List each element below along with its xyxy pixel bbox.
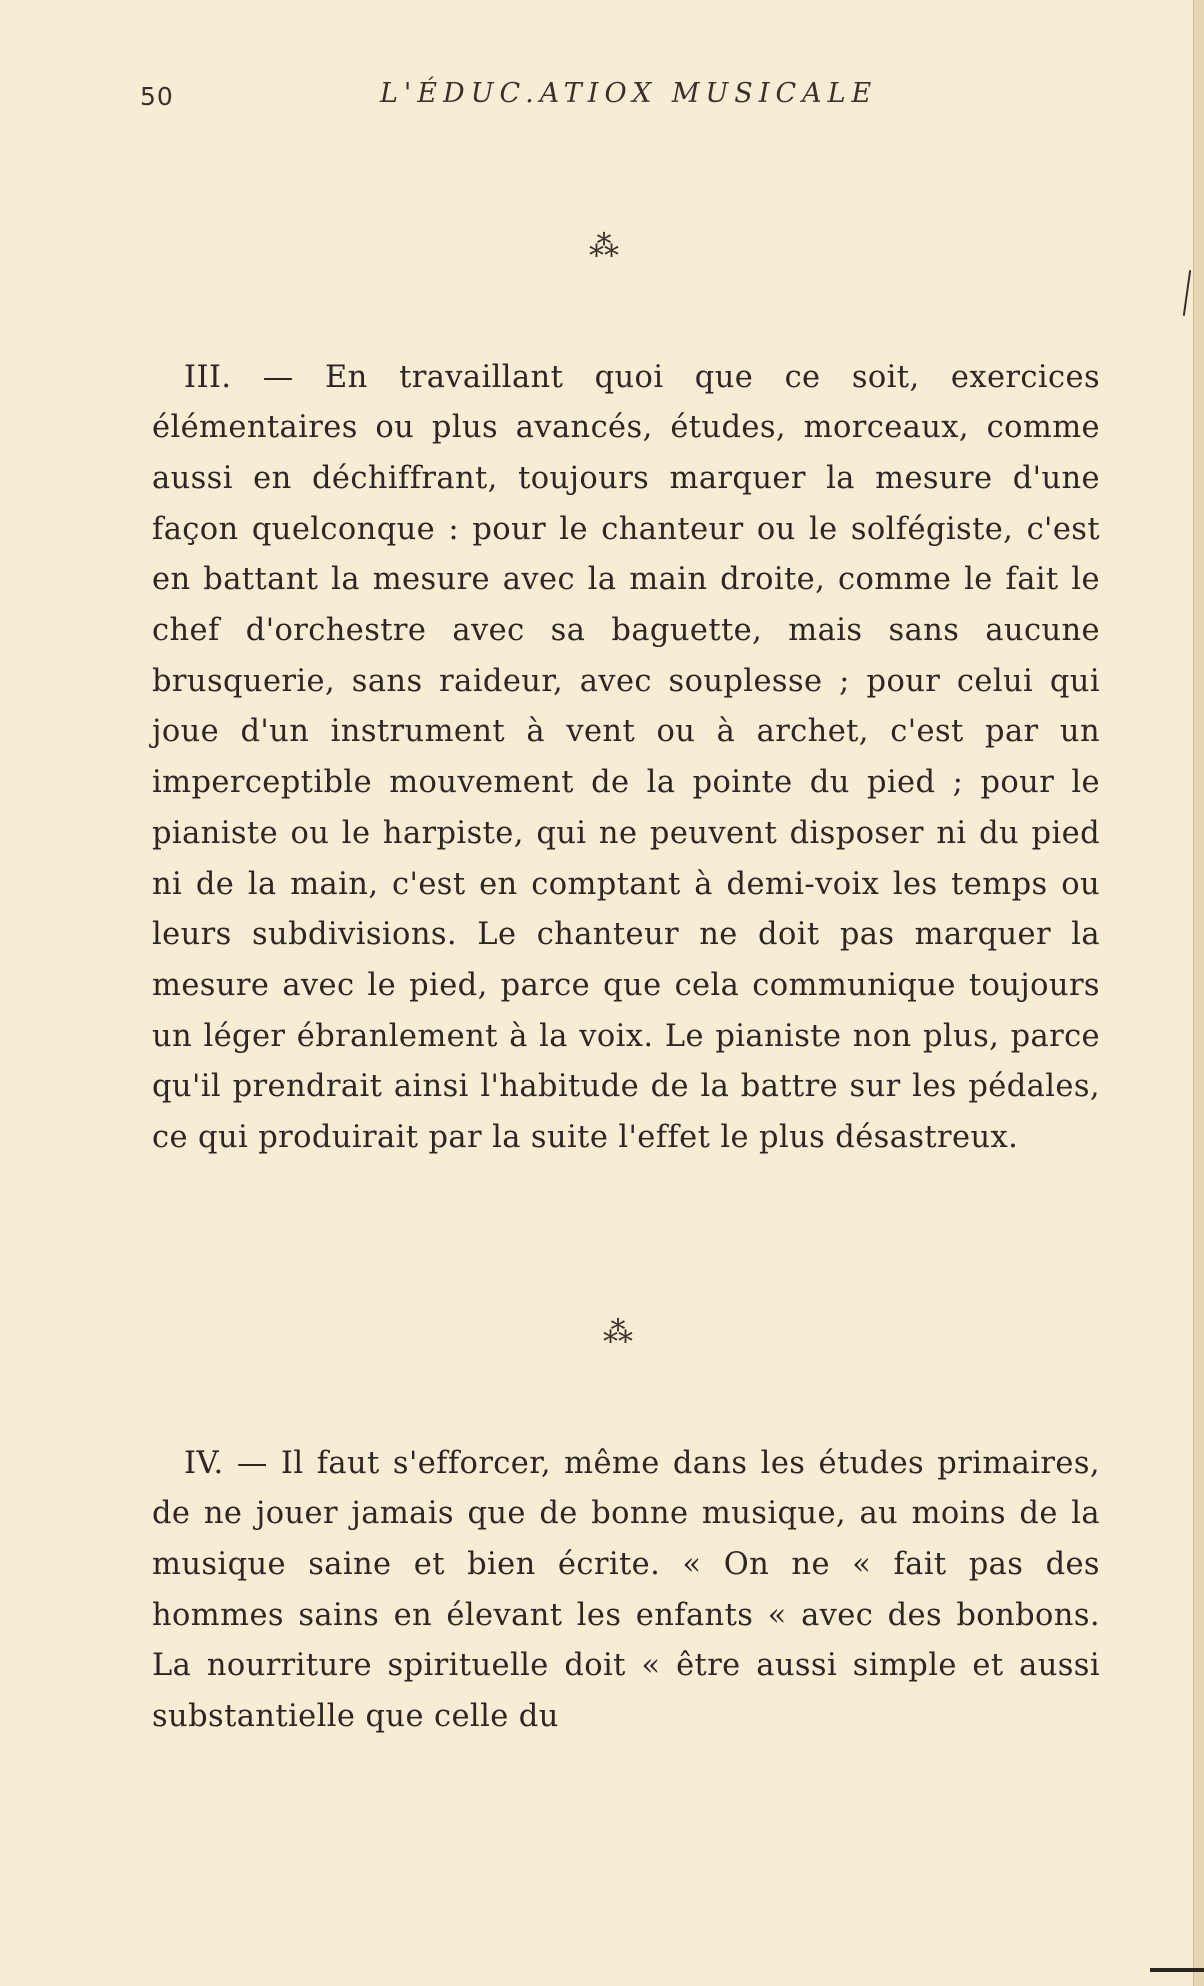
paragraph-iv: IV. — Il faut s'efforcer, même dans les études primaires, de ne jouer jamais que de bonne musique, au moins de la musique saine et bien écrite. « On ne « fait pas des hommes sains en élevant les enfants « avec des bonbons. La nourriture spirituelle doit « être aussi simple et aussi substantielle que celle du [152,1445,1100,1735]
page-edge [1193,0,1204,1986]
running-header [140,78,1100,118]
bottom-edge-mark [1150,1968,1204,1972]
page-number: 50 [140,82,174,111]
fleuron-ornament-icon: ⁂ [603,1315,633,1350]
running-title: L'ÉDUC.ATIOX MUSICALE [380,78,878,109]
fleuron-ornament-icon: ⁂ [589,229,619,264]
edge-mark [1183,270,1191,316]
paragraph-iii: III. — En travaillant quoi que ce soit, exercices élémentaires ou plus avancés, études, morceaux, comme aussi en déchiffrant, toujours marquer la mesure d'une façon quelconque : pour le chanteur ou le solfégiste, c'est en battant la mesure avec la main droite, comme le fait le chef d'orchestre avec sa baguette, mais sans aucune brusquerie, sans raideur, avec souplesse ; pour celui qui joue d'un instrument à vent ou à archet, c'est par un imperceptible mouvement de la pointe du pied ; pour le pianiste ou le harpiste, qui ne peuvent disposer ni du pied ni de la main, c'est en comptant à demi-voix les temps ou leurs subdivisions. Le chanteur ne doit pas marquer la mesure avec le pied, parce que cela communique toujours un léger ébranlement à la voix. Le pianiste non plus, parce qu'il prendrait ainsi l'habitude de la battre sur les pédales, ce qui produirait par la suite l'effet le plus désastreux. [152,359,1100,1156]
